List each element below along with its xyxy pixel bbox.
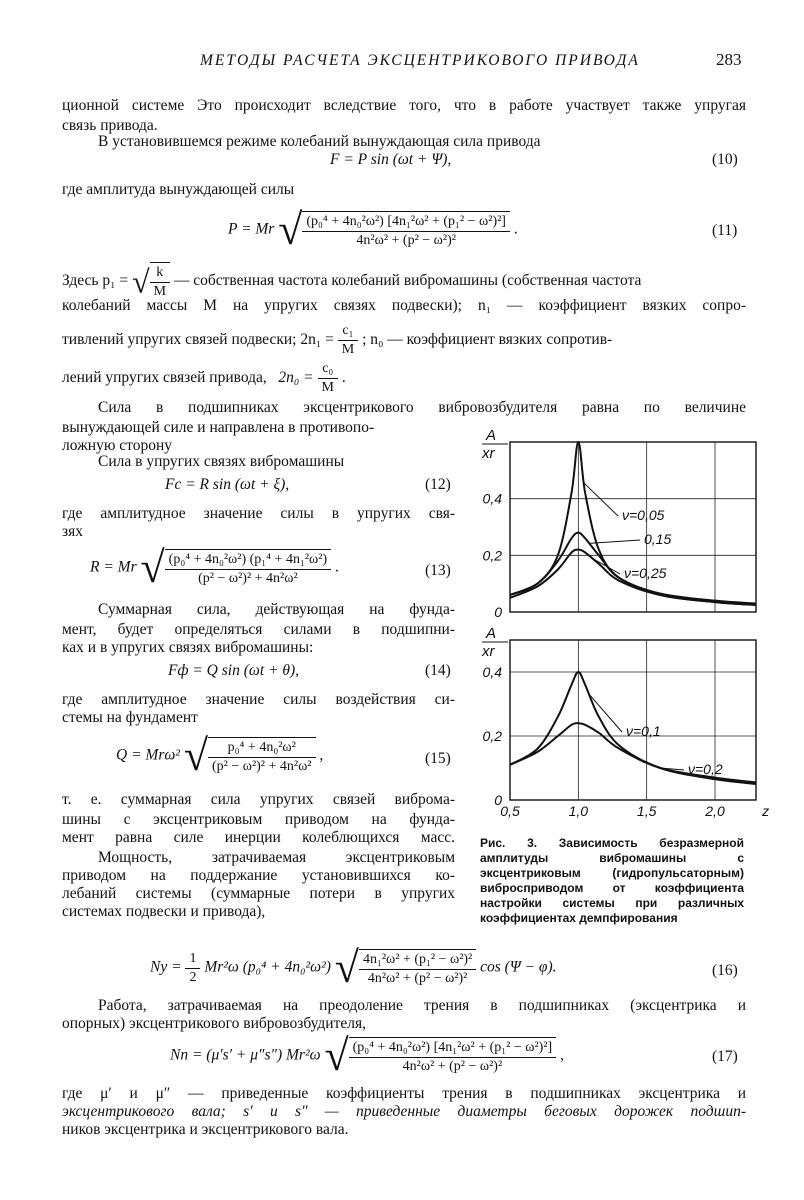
equation-11: P = Mr √ $\frac{\text{(p₀⁴ + 4n₀²ω²) [4n₁²ω² + (p₁² − ω²)²]}}{\text{4n²ω² + (p² − ω²)²}}$ . [228, 205, 518, 254]
equation-numerator: (p₀⁴ + 4n₀²ω²) (p₁⁴ + 4n₁²ω²) [165, 551, 331, 570]
chart-bottom [481, 625, 769, 819]
paragraph-line: Суммарная сила, действующая на фунда- [98, 601, 455, 618]
paragraph-line: шины с эксцентриковым приводом на фунда- [62, 811, 455, 828]
paragraph-line: стемы на фундамент [62, 709, 198, 726]
fraction-numerator: c₁ [338, 322, 358, 341]
paragraph-line: мент, будет определяться силами в подшипни- [62, 621, 455, 638]
equation-denominator: (p² − ω²)² + 4n²ω² [198, 570, 298, 586]
chart-top [481, 427, 756, 620]
inline-text: лений упругих связей привода, [62, 369, 267, 387]
running-header: МЕТОДЫ РАСЧЕТА ЭКСЦЕНТРИКОВОГО ПРИВОДА [200, 52, 640, 69]
equation-lhs: Nу = [150, 958, 182, 976]
fraction-denominator: M [321, 380, 334, 395]
x-tick-label: 0,5 [500, 803, 520, 819]
paragraph-line: эксцентрикового вала; s′ и s″ — приведенные диаметры беговых дорожек подшип- [62, 1103, 746, 1120]
equation-10: F = P sin (ωt + Ψ), [330, 151, 452, 168]
paragraph-line: мент равна силе инерции колеблющихся масс. [62, 829, 455, 846]
paragraph-line: где амплитудное значение силы в упругих свя- [62, 505, 455, 522]
y-axis-label-top: A [486, 427, 497, 444]
radicand [349, 1037, 557, 1076]
equation-number: (10) [712, 151, 738, 168]
paragraph-line: где амплитуда вынуждающей силы [62, 181, 295, 198]
fraction-numerator: 1 [185, 950, 200, 969]
paragraph-line: В установившемся режиме колебаний вынуждающая сила привода [98, 133, 541, 150]
equation-number: (16) [712, 962, 738, 979]
inline-text: — собственная частота колебаний вибромашины (собственная частота [173, 272, 642, 290]
equation-13: R = Mr √ $\frac{\text{(p₀⁴ + 4n₀²ω²) (p₁⁴ + 4n₁²ω²)}}{\text{(p² − ω²)² + 4n²ω²}}$ . [90, 543, 339, 592]
x-tick-label: 1,5 [636, 803, 657, 819]
radical-sign: √ [324, 1031, 349, 1080]
paragraph-line: ложную сторону [62, 437, 173, 454]
series-label: ν=0,25 [624, 565, 667, 581]
paragraph-line: зях [62, 523, 84, 540]
equation-number: (14) [425, 662, 451, 679]
radical-sign: √ [140, 543, 165, 592]
figure-caption: Рис. 3. Зависимость безразмерной амплитуды вибромашины с эксцентриковым (гидропульсаторным) вибросприводом от коэффициента настройки системы при различных коэффициентах демпфирования [480, 836, 744, 925]
paragraph-line: опорных) эксцентрикового вибровозбудителя, [62, 1015, 366, 1032]
fraction-denominator: 2 [189, 969, 197, 985]
equation-denominator: (p² − ω²)² + 4n²ω² [211, 758, 312, 774]
label-leader [589, 694, 622, 732]
equation-tail: cos (Ψ − φ). [480, 958, 557, 976]
fraction-denominator: M [341, 342, 355, 357]
y-tick-label: 0 [494, 792, 502, 808]
paragraph-line: Сила в упругих связях вибромашины [98, 453, 345, 470]
series-label: ν=0,05 [622, 507, 665, 523]
inline-text: тивлений упругих связей подвески; 2n₁ = [62, 331, 334, 349]
fraction-numerator: c₀ [318, 360, 338, 379]
paragraph-line: вынуждающей силе и направлена в противопо- [62, 419, 375, 436]
fraction-numerator: k [150, 264, 170, 283]
equation-15: Q = Mrω² √ $\frac{\text{p₀⁴ + 4n₀²ω²}}{\text{(p² − ω²)² + 4n²ω²}}$ , [116, 731, 324, 780]
paragraph-line: где амплитудное значение силы воздействия си- [62, 691, 455, 708]
radicand [208, 737, 316, 776]
radical-sign: √ [334, 943, 359, 992]
equation-number: (13) [425, 562, 451, 579]
figure-3 [468, 418, 770, 834]
equation-denominator: 4n²ω² + (p² − ω²)² [356, 232, 456, 248]
y-axis-label-bottom: xr [482, 643, 495, 660]
equation-numerator: (p₀⁴ + 4n₀²ω²) [4n₁²ω² + (p₁² − ω²)²] [349, 1039, 557, 1058]
equation-12: Fc = R sin (ωt + ξ), [165, 476, 290, 493]
equation-number: (11) [712, 222, 738, 239]
x-tick-label: 1,0 [568, 803, 589, 819]
paragraph-line: лебаний системы (суммарные потери в упругих [62, 885, 455, 902]
equation-numerator: (p₀⁴ + 4n₀²ω²) [4n₁²ω² + (p₁² − ω²)²] [302, 213, 510, 232]
x-axis-label: z [762, 803, 770, 819]
page-number: 283 [716, 50, 742, 69]
equation-lhs: Q = Mrω² [116, 746, 180, 764]
paragraph-line: Сила в подшипниках эксцентрикового вибровозбудителя равна по величине [98, 399, 746, 416]
paragraph-line: системах подвески и привода), [62, 903, 266, 920]
paragraph-line: лений упругих связей привода, 2n₀ = $\frac{\text{c₀}}{M}$ . [62, 361, 346, 395]
equation-number: (12) [425, 476, 451, 493]
equation-lhs: P = Mr [228, 220, 275, 238]
y-axis-label-top: A [486, 625, 497, 642]
y-tick-label: 0 [494, 604, 502, 620]
radical-sign: √ [183, 731, 208, 780]
inline-math: 2n₀ = [278, 369, 314, 387]
radicand [302, 211, 510, 250]
radicand [165, 549, 331, 588]
radicand [359, 949, 476, 988]
series-label: 0,15 [644, 531, 672, 547]
y-tick-label: 0,4 [482, 490, 502, 507]
y-tick-label: 0,2 [482, 728, 502, 744]
paragraph-line: т. е. суммарная сила упругих связей виброма- [62, 791, 455, 808]
paragraph-line: ках и в упругих связях вибромашины: [62, 639, 314, 656]
y-axis-label-bottom: xr [482, 445, 495, 462]
equation-lhs: R = Mr [90, 558, 137, 576]
radical-sign: √ [278, 205, 303, 254]
equation-17: Nп = (μ′s′ + μ″s″) Mr²ω √ $\frac{\text{(p₀⁴ + 4n₀²ω²) [4n₁²ω² + (p₁² − ω²)²]}}{\text{4n²ω² + (p² − ω²)²}}$ , [170, 1031, 564, 1080]
paragraph-line: Работа, затрачиваемая на преодоление трения в подшипниках (эксцентрика и [98, 997, 746, 1014]
equation-lhs: Nп = (μ′s′ + μ″s″) Mr²ω [170, 1046, 321, 1064]
inline-text: ; n₀ — коэффициент вязких сопротив- [362, 331, 613, 349]
series-label: ν=0,2 [688, 761, 723, 777]
fraction-denominator: M [153, 284, 167, 299]
paragraph-line: где μ′ и μ″ — приведенные коэффициенты трения в подшипниках эксцентрика и [62, 1085, 746, 1102]
paragraph-line: колебаний массы M на упругих связях подвески); n₁ — коэффициент вязких сопро- [62, 297, 746, 314]
equation-16 [150, 943, 557, 992]
series-label: ν=0,1 [626, 723, 661, 739]
x-tick-label: 2,0 [705, 803, 725, 819]
equation-denominator: 4n²ω² + (p² − ω²)² [367, 970, 468, 986]
paragraph-line: ников эксцентрика и эксцентрикового вала. [62, 1121, 349, 1138]
y-tick-label: 0,4 [482, 664, 502, 680]
equation-number: (17) [712, 1048, 738, 1065]
y-tick-label: 0,2 [482, 547, 502, 564]
equation-denominator: 4n²ω² + (p² − ω²)² [402, 1058, 503, 1074]
equation-numerator: 4n₁²ω² + (p₁² − ω²)² [359, 951, 476, 970]
equation-middle: Mr²ω (p₀⁴ + 4n₀²ω²) [204, 958, 331, 976]
paragraph-line: связь привода. [62, 117, 158, 134]
equation-14: Fф = Q sin (ωt + θ), [168, 662, 299, 679]
equation-numerator: p₀⁴ + 4n₀²ω² [208, 739, 316, 758]
inline-text: Здесь p₁ = [62, 272, 129, 290]
paragraph-line [62, 322, 746, 359]
paragraph-line: приводом на поддержание установившихся ко- [62, 867, 455, 884]
radical-sign: √ [132, 263, 150, 300]
paragraph-line: Мощность, затрачиваемая эксцентриковым [98, 849, 455, 866]
equation-number: (15) [425, 750, 451, 767]
paragraph-line: ционной системе Это происходит вследствие того, что в работе участвует также упругая [62, 97, 746, 114]
